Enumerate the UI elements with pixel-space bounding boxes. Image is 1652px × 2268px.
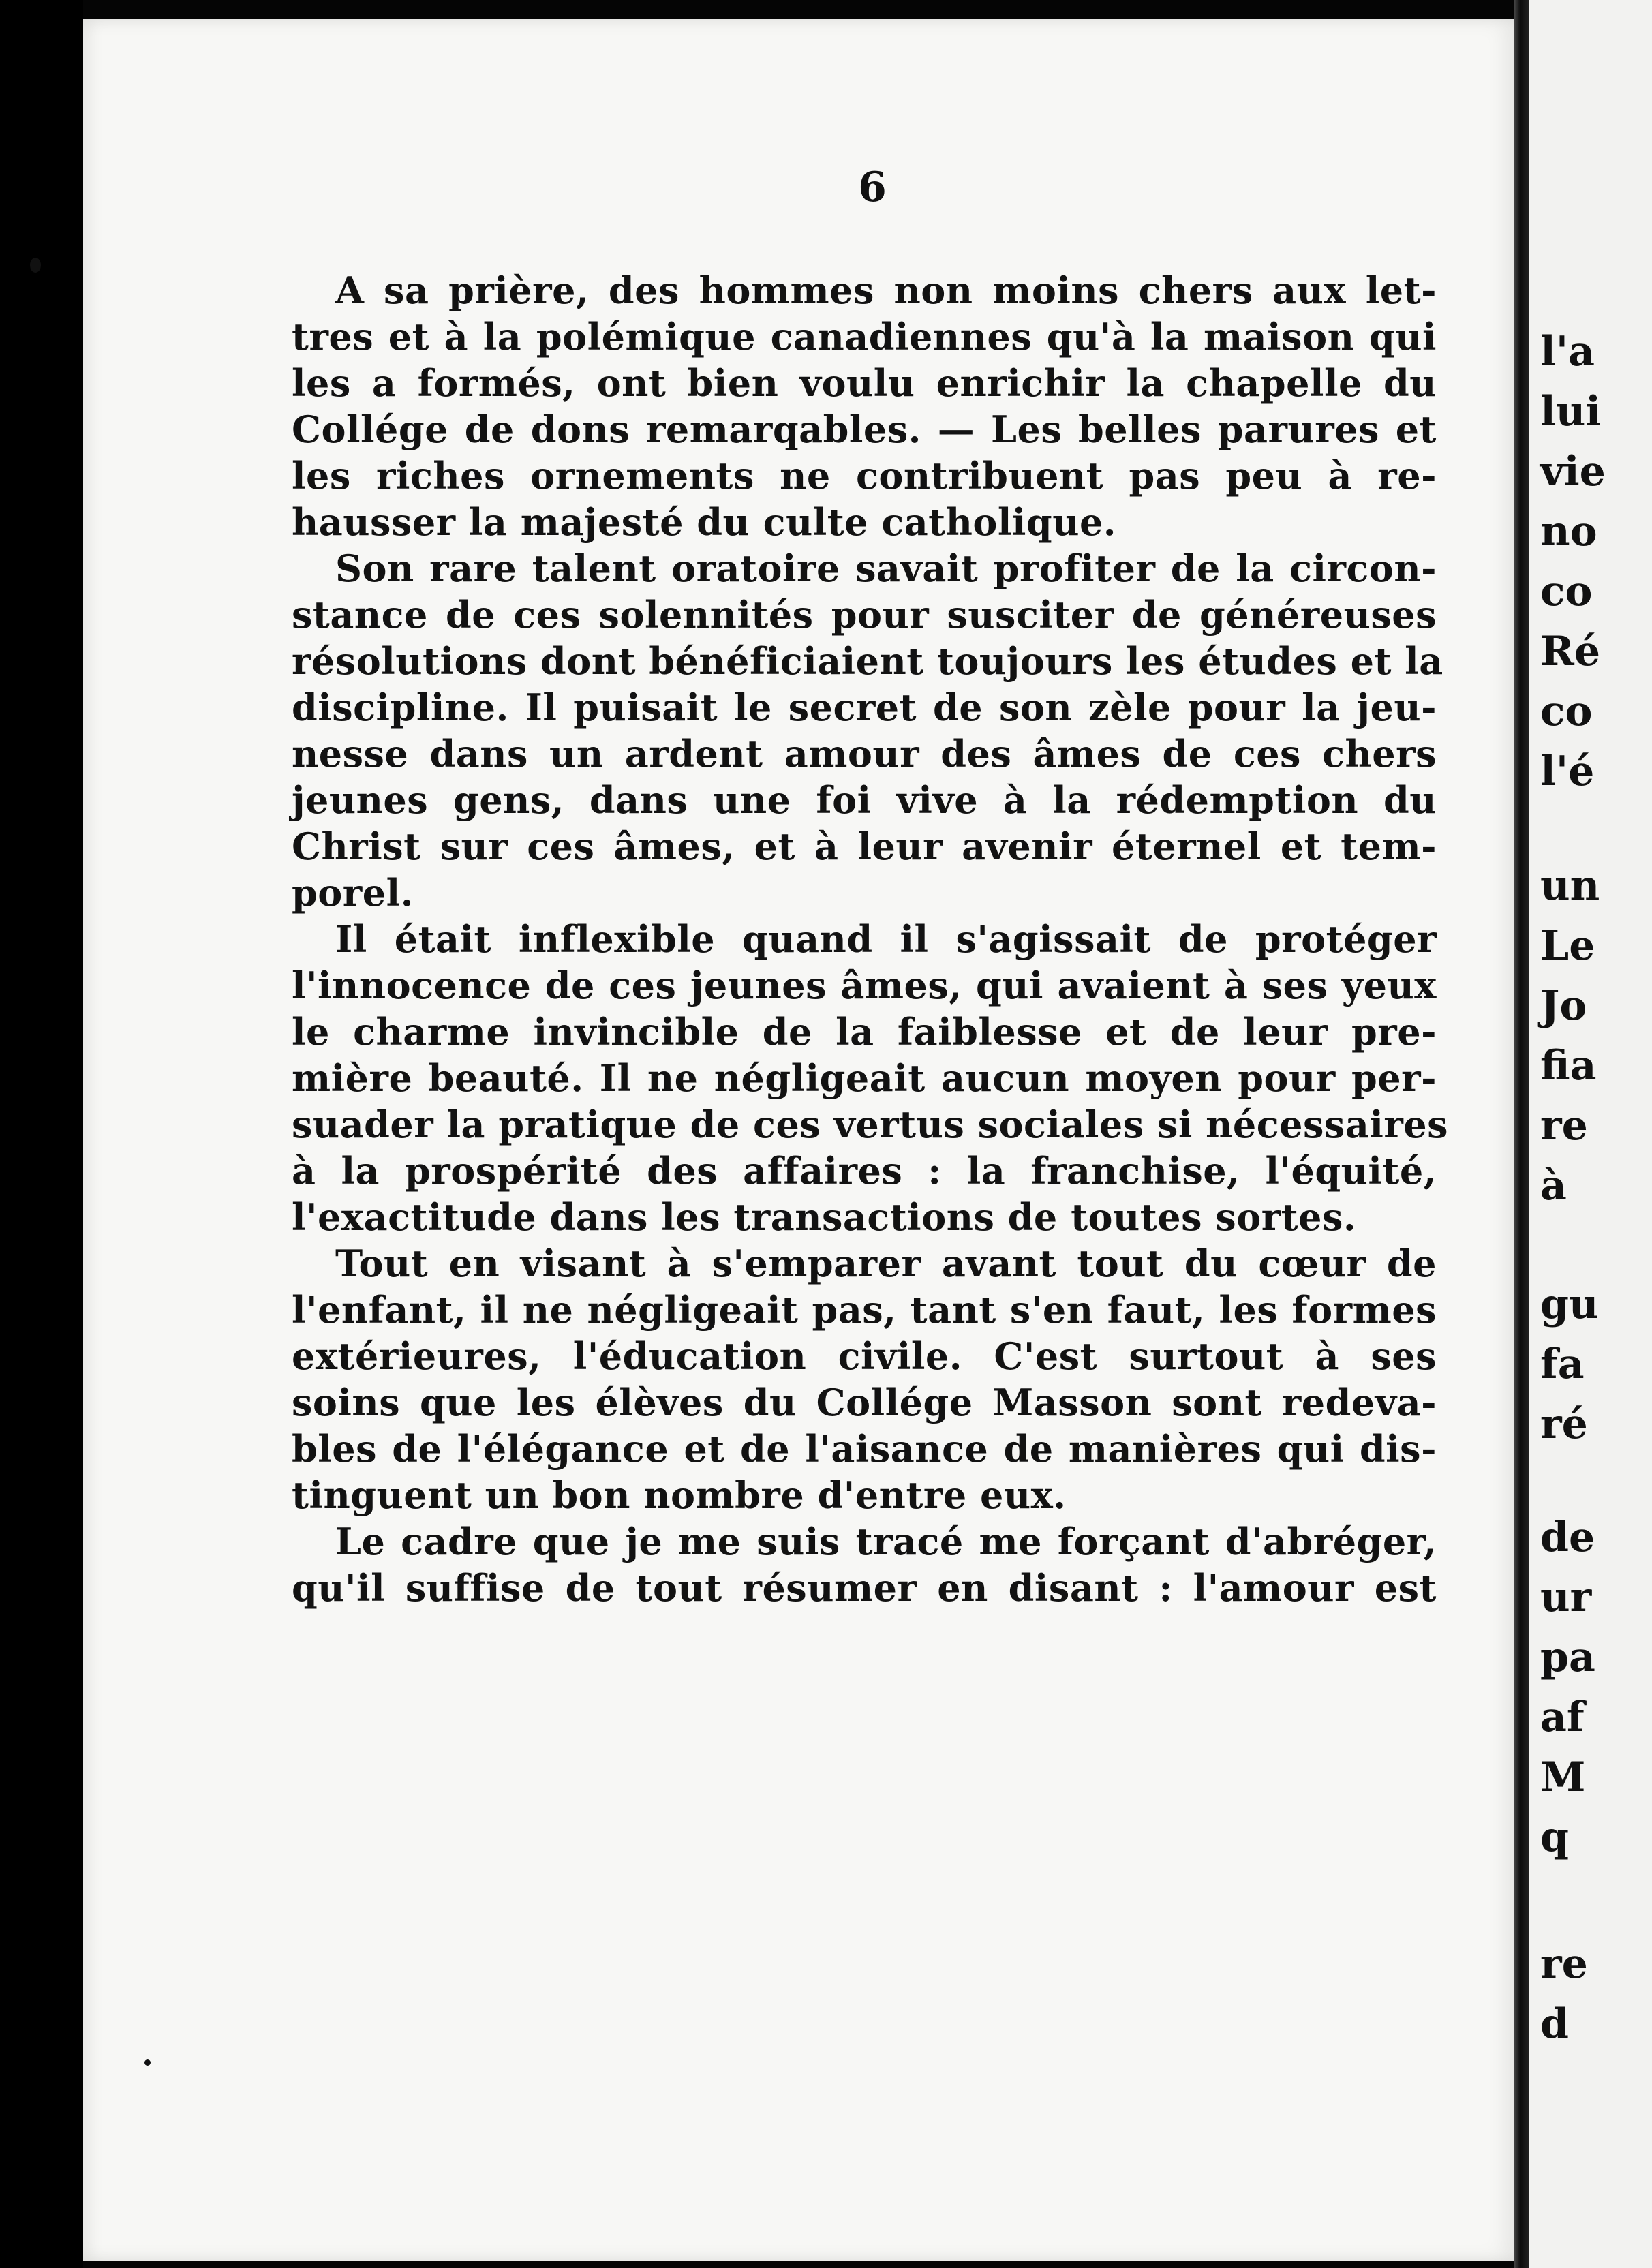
text-line: discipline. Il puisait le secret de son zèle pour la jeu- xyxy=(292,686,1437,729)
facing-page-fragment: l'a xyxy=(1540,328,1595,376)
facing-page-fragment: fia xyxy=(1540,1042,1597,1090)
text-line: l'innocence de ces jeunes âmes, qui avaient à ses yeux xyxy=(292,964,1437,1007)
text-line: les a formés, ont bien voulu enrichir la chapelle du xyxy=(292,361,1437,405)
text-line: Le cadre que je me suis tracé me forçant d'abréger, xyxy=(335,1520,1437,1563)
facing-page-fragment: de xyxy=(1540,1514,1595,1561)
facing-page-fragment: gu xyxy=(1540,1281,1599,1328)
facing-page-fragment: pa xyxy=(1540,1634,1595,1681)
text-line: Christ sur ces âmes, et à leur avenir éternel et tem- xyxy=(292,825,1437,868)
facing-page-fragment: ré xyxy=(1540,1400,1588,1448)
facing-page-fragment: re xyxy=(1540,1940,1588,1988)
text-line: A sa prière, des hommes non moins chers aux let- xyxy=(335,269,1437,312)
facing-page-fragment: Ré xyxy=(1540,628,1601,675)
ink-speck xyxy=(30,258,41,273)
text-line: extérieures, l'éducation civile. C'est surtout à ses xyxy=(292,1334,1437,1378)
scan-left-margin xyxy=(0,0,83,2268)
text-line: stance de ces solennités pour susciter de généreuses xyxy=(292,593,1437,637)
facing-page-fragment: vie xyxy=(1540,448,1606,495)
text-line: nesse dans un ardent amour des âmes de ces chers xyxy=(292,732,1437,776)
ink-speck xyxy=(144,2059,151,2066)
facing-page-fragment: re xyxy=(1540,1102,1588,1150)
text-line: Son rare talent oratoire savait profiter de la circon- xyxy=(335,547,1437,590)
text-line: Il était inflexible quand il s'agissait de protéger xyxy=(335,917,1437,961)
facing-page xyxy=(1529,0,1652,2268)
text-line: mière beauté. Il ne négligeait aucun moyen pour per- xyxy=(292,1056,1437,1100)
facing-page-fragment: M xyxy=(1540,1753,1586,1801)
facing-page-fragment: lui xyxy=(1540,388,1602,435)
text-line: à la prospérité des affaires : la franchise, l'équité, xyxy=(292,1149,1437,1193)
text-line: l'enfant, il ne négligeait pas, tant s'en faut, les formes xyxy=(292,1288,1437,1332)
page-number: 6 xyxy=(858,164,887,211)
text-line: résolutions dont bénéficiaient toujours les études et la xyxy=(292,639,1443,683)
text-line: qu'il suffise de tout résumer en disant : l'amour est xyxy=(292,1566,1437,1610)
facing-page-fragment: l'é xyxy=(1540,748,1595,795)
facing-page-fragment: af xyxy=(1540,1694,1585,1741)
text-line: Collége de dons remarqables. — Les belles parures et xyxy=(292,408,1437,451)
text-line: bles de l'élégance et de l'aisance de manières qui dis- xyxy=(292,1427,1437,1471)
text-line: tres et à la polémique canadiennes qu'à la maison qui xyxy=(292,315,1437,358)
text-line: Tout en visant à s'emparer avant tout du cœur de xyxy=(335,1242,1437,1285)
text-line: porel. xyxy=(292,871,414,915)
facing-page-fragment: Jo xyxy=(1540,982,1587,1030)
text-line: hausser la majesté du culte catholique. xyxy=(292,500,1117,544)
text-line: l'exactitude dans les transactions de toutes sortes. xyxy=(292,1195,1357,1239)
facing-page-fragment: co xyxy=(1540,568,1593,615)
text-line: suader la pratique de ces vertus sociales si nécessaires xyxy=(292,1103,1449,1146)
facing-page-fragment: co xyxy=(1540,688,1593,735)
text-line: jeunes gens, dans une foi vive à la rédemption du xyxy=(292,778,1437,822)
facing-page-fragment: d xyxy=(1540,2000,1569,2048)
facing-page-fragment: ur xyxy=(1540,1574,1592,1621)
facing-page-fragment: à xyxy=(1540,1162,1567,1210)
facing-page-fragment: un xyxy=(1540,862,1600,910)
text-line: les riches ornements ne contribuent pas peu à re- xyxy=(292,454,1437,497)
text-line: soins que les élèves du Collége Masson sont redeva- xyxy=(292,1381,1437,1424)
text-line: tinguent un bon nombre d'entre eux. xyxy=(292,1473,1067,1517)
body-text xyxy=(292,267,1449,1611)
facing-page-fragment: q xyxy=(1540,1813,1569,1861)
facing-page-fragment: Le xyxy=(1540,922,1595,970)
book-gutter xyxy=(1514,0,1529,2268)
text-line: le charme invincible de la faiblesse et de leur pre- xyxy=(292,1010,1437,1054)
facing-page-fragment: no xyxy=(1540,508,1597,555)
facing-page-fragment: fa xyxy=(1540,1340,1585,1388)
